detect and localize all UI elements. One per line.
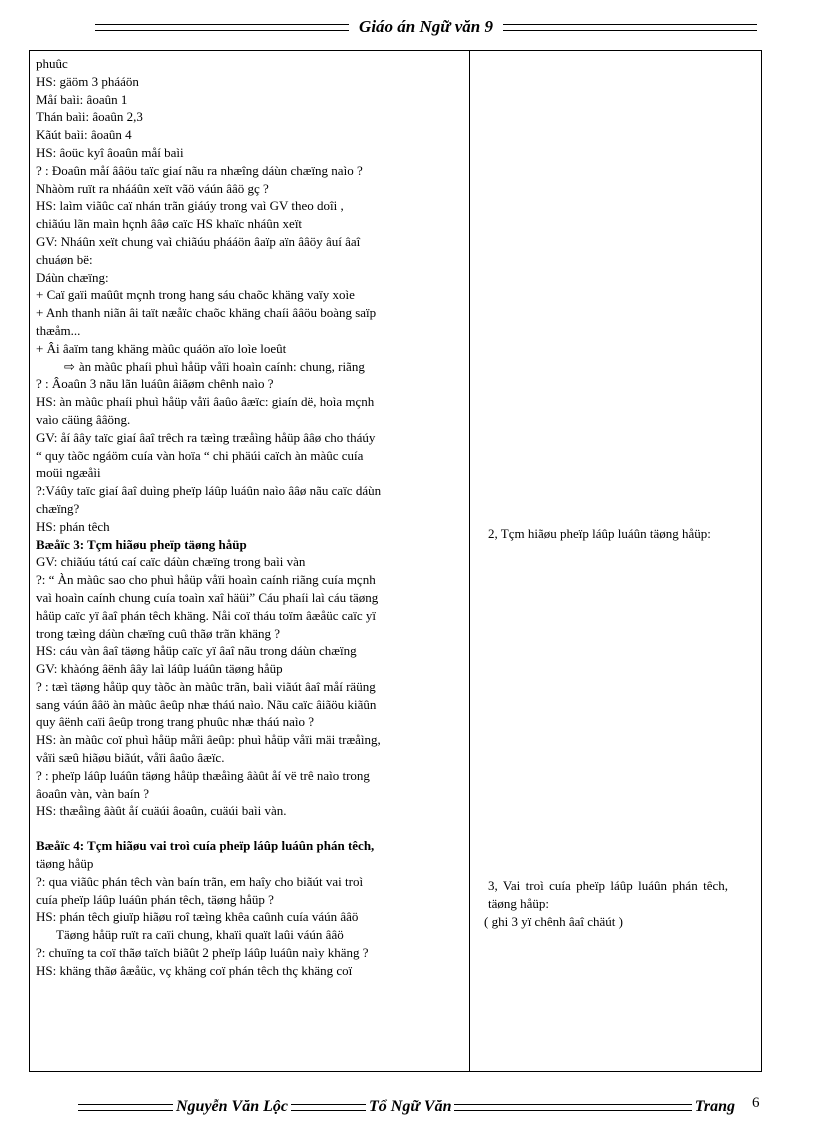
text-line: ? : Ðoaûn måí ââöu taïc giaí nãu ra nhæîng dáùn chæïng naìo ? — [36, 162, 363, 178]
blank-line — [36, 820, 463, 837]
text-line: Thán baìi: âoaûn 2,3 — [36, 109, 143, 125]
left-column — [30, 51, 470, 1072]
text-line: våïi sæû hiãøu biãút, våïi âaûo âæïc. — [36, 750, 225, 766]
text-line: GV: chiãúu tátú caí caïc dáùn chæïng trong baìi vàn — [36, 554, 306, 570]
text-line: HS: phán têch giuïp hiãøu roî tæìng khêa caûnh cuía váún ââö — [36, 909, 359, 925]
text-line: täøng håüp — [36, 856, 94, 872]
text-line: GV: khàóng âënh âây laì láûp luáûn täøng håüp — [36, 661, 283, 677]
step-heading: Bæåïc 4: Tçm hiãøu vai troì cuía pheïp láûp luáûn phán têch, — [36, 838, 375, 854]
footer-rule — [291, 1104, 366, 1111]
text-line: HS: phán têch — [36, 518, 110, 534]
text-line: HS: àn màûc coï phuì håüp måïi âeûp: phuì håüp våïi mäi træåìng, — [36, 732, 381, 748]
footer-rule — [78, 1104, 173, 1111]
text-line: HS: gäöm 3 phááön — [36, 73, 139, 89]
text-line: cuía pheïp láûp luáûn phán têch, täøng håüp ? — [36, 891, 274, 907]
text-line: chuáøn bë: — [36, 251, 93, 267]
text-line: vaì hoaìn caính chung cuía toaìn xaî häüi” Cáu phaíi laì cáu täøng — [36, 589, 379, 605]
text-line: Måí baìi: âoaûn 1 — [36, 91, 128, 107]
text-line: phuûc — [36, 56, 68, 71]
footer-author: Nguyễn Văn Lộc — [176, 1098, 288, 1115]
text-line: ?: chuïng ta coï thãø taïch biãût 2 pheïp láûp luáûn naìy khäng ? — [36, 945, 369, 961]
text-line: GV: Nháûn xeït chung vaì chiãúu phááön âaïp aïn ââöy âuí âaî — [36, 233, 361, 249]
text-line: + Caï gaïi maûût mçnh trong hang sáu chaõc khäng vaïy xoìe — [36, 287, 355, 303]
text-line: ?: “ Àn màûc sao cho phuì håüp våïi hoaìn caính riãng cuía mçnh — [36, 572, 376, 588]
page-number: 6 — [752, 1095, 760, 1111]
text-line: Dáùn chæïng: — [36, 269, 109, 285]
header-rule-left — [95, 24, 349, 31]
text-line: HS: khäng thãø âæåüc, vç khäng coï phán têch thç khäng coï — [36, 962, 353, 978]
right-column — [470, 51, 762, 1072]
text-line: HS: àn màûc phaíi phuì håüp våïi âaûo âæïc: giaín dë, hoìa mçnh — [36, 394, 375, 410]
note-text: 2, Tçm hiãøu pheïp láûp luáûn täøng håüp: — [488, 526, 711, 541]
text-line: sang váún ââö àn màûc âeûp nhæ tháú naìo. Nãu caïc âiãöu kiãûn — [36, 696, 377, 712]
page-header — [95, 16, 757, 38]
note-section-2 — [478, 525, 728, 543]
note-text: 3, Vai troì cuía pheïp láûp luáûn phán têch, täøng håüp: — [488, 878, 728, 911]
text-line: trong tæìng dáùn chæïng cuû thãø trãn khäng ? — [36, 625, 281, 641]
arrow-right-icon: ⇨ — [64, 358, 75, 374]
note-section-3 — [478, 877, 728, 930]
text-line: vaìo cäüng ââöng. — [36, 411, 131, 427]
text-line: thæåm... — [36, 322, 81, 338]
text-line: moüi ngæåìi — [36, 465, 101, 481]
footer-page-label: Trang — [694, 1098, 735, 1115]
text-line: ?: qua viãûc phán têch vàn baín trãn, em haîy cho biãút vai troì — [36, 873, 364, 889]
text-line: quy âënh caïi âeûp trong trang phuûc nhæ tháú naìo ? — [36, 714, 314, 730]
text-line: ? : Âoaûn 3 nãu lãn luáûn âiãøm chênh naìo ? — [36, 376, 274, 392]
text-line: Kãút baìi: âoaûn 4 — [36, 127, 132, 143]
text-line: “ quy tàõc ngáöm cuía vàn hoïa “ chi phäúi caïch àn màûc cuía — [36, 447, 364, 463]
lesson-table — [29, 50, 762, 1072]
header-rule-right — [503, 24, 757, 31]
text-line: Nhàòm ruït ra nhááûn xeït vãö váún ââö gç ? — [36, 180, 269, 196]
text-line: håüp caïc yï âaî phán têch khäng. Nåi coï tháu toïm âæåüc caïc yï — [36, 607, 377, 623]
text-line: ? : pheïp láûp luáûn täøng håüp thæåìng âàût åí vë trê naìo trong — [36, 767, 370, 783]
text-line: HS: thæåìng âàût åí cuäúi âoaûn, cuäúi baìi vàn. — [36, 803, 287, 819]
footer-rule — [454, 1104, 691, 1111]
footer-group: Tổ Ngữ Văn — [369, 1098, 452, 1115]
conclusion-line — [36, 358, 463, 376]
text-line: ?:Váûy taïc giaí âaî duìng pheïp láûp luáûn naìo ââø nãu caïc dáùn — [36, 483, 382, 499]
text-line: HS: cáu vàn âaî täøng håüp caïc yï âaî nãu trong dáùn chæïng — [36, 643, 357, 659]
page-title: Giáo án Ngữ văn 9 — [359, 17, 493, 36]
step-heading: Bæåïc 3: Tçm hiãøu pheïp täøng håüp — [36, 536, 247, 552]
note-subtext: ( ghi 3 yï chênh âaî chäút ) — [484, 913, 623, 929]
text-line: âoaûn vàn, vàn baín ? — [36, 785, 149, 801]
text-line: HS: âoüc kyî âoaûn måí baìi — [36, 144, 184, 160]
text-line: chæïng? — [36, 500, 80, 516]
text-line: GV: åí âây taïc giaí âaî trêch ra tæìng træåìng håüp ââø cho tháúy — [36, 429, 376, 445]
text-line: chiãúu lãn maìn hçnh ââø caïc HS khaïc nháûn xeït — [36, 216, 303, 232]
text-line: HS: laìm viãûc caï nhán trãn giáúy trong vaì GV theo doîi , — [36, 198, 344, 214]
text-line: + Anh thanh niãn âi taït næåïc chaõc khäng chaíi ââöu boàng saïp — [36, 305, 377, 321]
page-footer — [78, 1096, 738, 1118]
text-line: àn màûc phaíi phuì håüp våïi hoaìn caính: chung, riãng — [78, 358, 365, 374]
text-line: ? : tæì täøng håüp quy tàõc àn màûc trãn, baìi viãút âaî måí räüng — [36, 678, 376, 694]
text-line: + Âi âaïm tang khäng màûc quáön aïo loìe loeût — [36, 340, 287, 356]
text-line: Täøng håüp ruït ra caïi chung, khaïi quaït laûi váún ââö — [56, 927, 344, 943]
